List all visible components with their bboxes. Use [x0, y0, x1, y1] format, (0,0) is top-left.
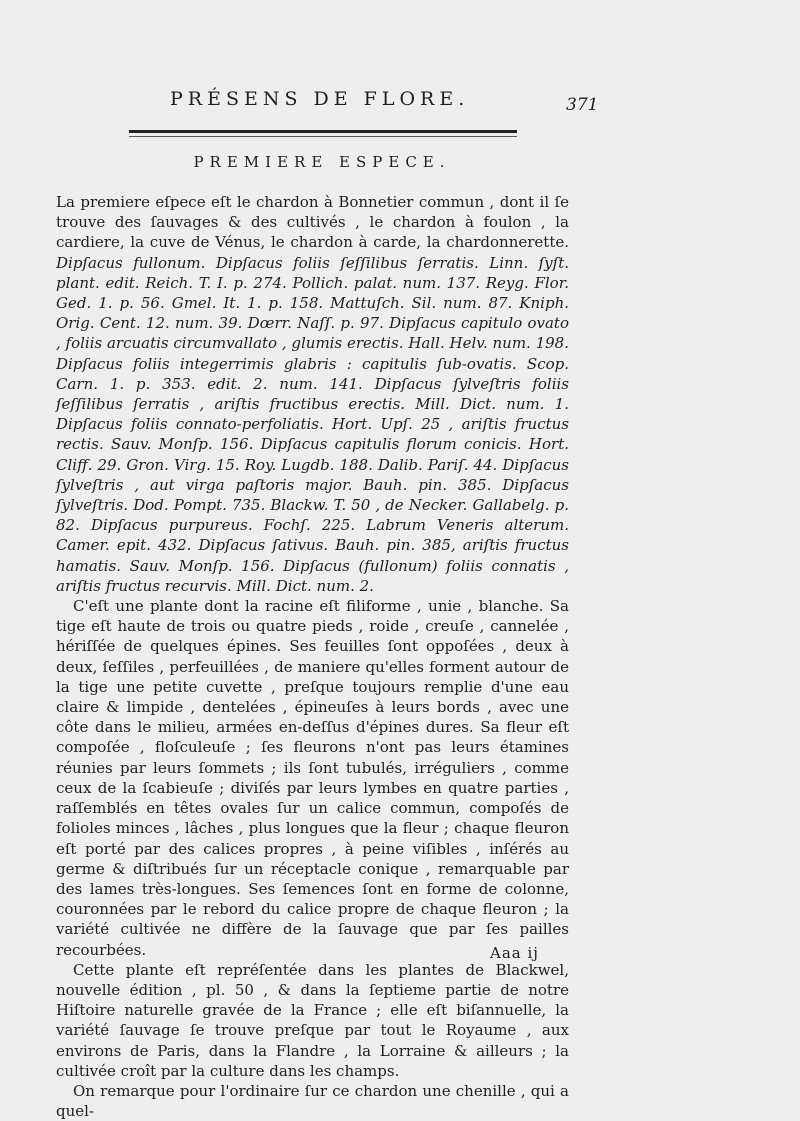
latin-synonymy: Dipſacus fullonum. Dipſacus foliis ſeſſilibus ſerratis. Linn. ſyſt. plant. edit. Reich. T. I. p. 274. Pollich. palat. num. 137. Reyg. Flor. Ged. 1. p. 56. Gmel. It. 1. p. 158. Mattuſch. Sil. num. 87. Kniph. Orig. Cent. 12. num. 39. Dœrr. Naſſ. p. 97. Dipſacus capitulo ovato , foliis arcuatis circumvallato , glumis erectis. Hall. Helv. num. 198. Dipſacus foliis integerrimis glabris : capitulis ſub-ovatis. Scop. Carn. 1. p. 353. edit. 2. num. 141. Dipſacus ſylveſtris foliis ſeſſilibus ſerratis , ariſtis fructibus erectis. Mill. Dict. num. 1. Dipſacus foliis connato-perfoliatis. Hort. Upſ. 25 , ariſtis fructus rectis. Sauv. Monſp. 156. Dipſacus capitulis florum conicis. Hort. Cliff. 29. Gron. Virg. 15. Roy. Lugdb. 188. Dalib. Pariſ. 44. Dipſacus ſylveſtris , aut virga paſtoris major. Bauh. pin. 385. Dipſacus ſylveſtris. Dod. Pompt. 735. Blackw. T. 50 , de Necker. Gallabelg. p. 82. Dipſacus purpureus. Fochſ. 225. Labrum Veneris alterum. Camer. epit. 432. Dipſacus ſativus. Bauh. pin. 385, ariſtis fructus hamatis. Sauv. Monſp. 156. Dipſacus (fullonum) foliis connatis , ariſtis fructus recurvis. Mill. Dict. num. 2.: [56, 253, 569, 595]
body-text: [56, 192, 569, 1121]
section-heading: PREMIERE ESPECE.: [193, 153, 451, 171]
intro-text: La premiere eſpece eſt le chardon à Bonnetier commun , dont il ſe trouve des ſauvages & des cultivés , le chardon à foulon , la cardiere, la cuve de Vénus, le chardon à carde, la chardonnerette.: [56, 193, 569, 252]
running-title: PRÉSENS DE FLORE.: [170, 88, 470, 110]
paragraph-description: C'eſt une plante dont la racine eſt filiforme , unie , blanche. Sa tige eſt haute de trois ou quatre pieds , roide , creuſe , cannelée , hériſſée de quelques épines. Ses feuilles ſont oppoſées , deux à deux, ſeſſiles , perfeuillées , de maniere qu'elles forment autour de la tige une petite cuvette , preſque toujours remplie d'une eau claire & limpide , dentelées , épineuſes à leurs bords , avec une côte dans le milieu, armées en-deſſus d'épines dures. Sa fleur eſt compoſée , floſculeuſe ; ſes fleurons n'ont pas leurs étamines réunies par leurs ſommets ; ils ſont tubulés, irréguliers , comme ceux de la ſcabieuſe ; diviſés par leurs lymbes en quatre parties , raſſemblés en têtes ovales ſur un calice commun, compoſés de folioles minces , lâches , plus longues que la fleur ; chaque fleuron eſt porté par des calices propres , à peine viſibles , inſérés au germe & diſtribués ſur un réceptacle conique , remarquable par des lames très-longues. Ses ſemences ſont en forme de colonne, couronnées par le rebord du calice propre de chaque fleuron ; la variété cultivée ne diffère de la ſauvage que par ſes pailles recourbées.: [56, 597, 569, 959]
signature-mark: Aaa ij: [490, 944, 539, 962]
header-rule-thin: [129, 136, 517, 137]
paragraph-illustration: Cette plante eſt repréſentée dans les plantes de Blackwel, nouvelle édition , pl. 50 , & dans la ſeptieme partie de notre Hiſtoire naturelle gravée de la France ; elle eſt biſannuelle, la variété ſauvage ſe trouve preſque par tout le Royaume , aux environs de Paris, dans la Flandre , la Lorraine & ailleurs ; la cultivée croît par la culture dans les champs.: [56, 960, 569, 1080]
paragraph-closing: On remarque pour l'ordinaire ſur ce chardon une chenille , qui a quel-: [56, 1081, 569, 1121]
page-number: 371: [566, 95, 599, 115]
header-rule-thick: [129, 130, 517, 133]
paragraph-intro: [56, 192, 569, 596]
